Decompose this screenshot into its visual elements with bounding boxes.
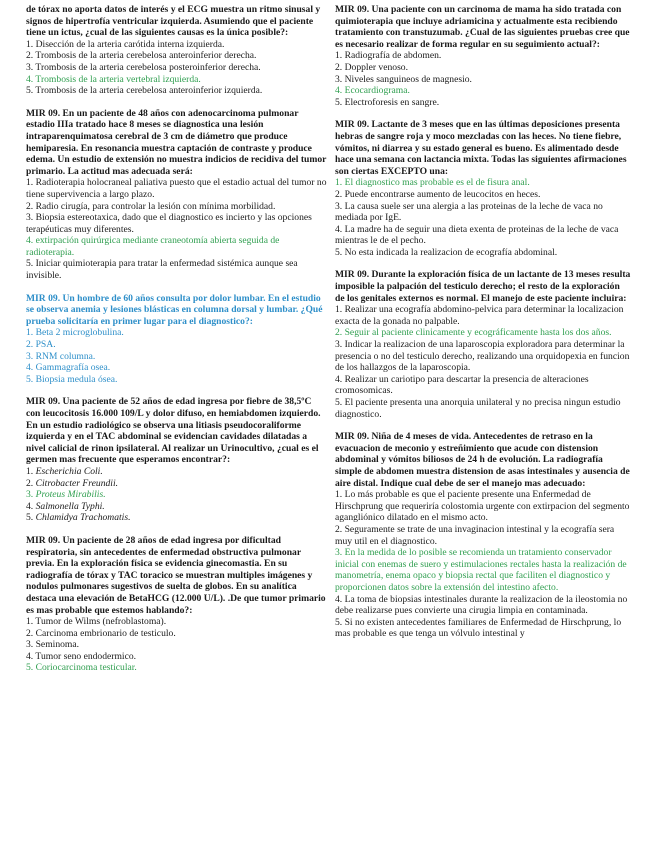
- answer-option: 1. Realizar una ecografía abdomino-pelvica para determinar la localizacion exacta de la gonada no palpable.: [335, 304, 624, 327]
- answer-option: 5. No esta indicada la realizacion de ecografía abdominal.: [335, 246, 558, 258]
- answer-option: 5. El paciente presenta una anorquia unilateral y no precisa ningun estudio diagnostico.: [335, 397, 621, 420]
- question-stem: MIR 09. Durante la exploración física de un lactante de 13 meses resulta imposible la palpación del testiculo derecho; el resto de la exploración de los genitales externos es normal. El manejo de este paciente incluira:: [335, 269, 631, 304]
- answer-option-correct: 5. Coriocarcinoma testicular.: [26, 662, 137, 674]
- answer-option: 1. Tumor de Wilms (nefroblastoma).: [26, 616, 167, 628]
- left-column: [26, 4, 328, 685]
- question-stem: MIR 09. Lactante de 3 meses que en las últimas deposiciones presenta hebras de sangre roja y moco mezcladas con las heces. No tiene fiebre, vómitos, ni diarrea y su estado general es bueno. Es alimentado desde hace una semana con lactancia mixta. Todas las siguientes afirmaciones son ciertas EXCEPTO una:: [335, 119, 627, 177]
- answer-option: 3. RNM columna.: [26, 350, 96, 362]
- question-block: [335, 269, 631, 420]
- option-text: Escherichia Coli.: [35, 465, 103, 477]
- answer-option-correct: [26, 489, 328, 501]
- question-stem: MIR 09. Una paciente de 52 años de edad ingresa por fiebre de 38,5ºC con leucocitosis 16.000 109/L y dolor difuso, en hemiabdomen izquierdo. En un estudio radiológico se observa una litiasis pseudocoraliforme izquierda y en el TAC abdominal se evidencian cavidades dilatadas a nivel calicial de rinon ipsilateral. Al realizar un Urinocultivo, ¿cual es el germen mas frecuente que esperamos encontrar?:: [26, 396, 321, 466]
- answer-option: 2. Radio cirugía, para controlar la lesión con mínima morbilidad.: [26, 200, 276, 212]
- question-block: [26, 293, 328, 386]
- answer-option: 2. Carcinoma embrionario de testiculo.: [26, 627, 176, 639]
- answer-option: 3. Trombosis de la arteria cerebelosa posteroinferior derecha.: [26, 61, 261, 73]
- answer-option: 2. Seguramente se trate de una invaginacion intestinal y la ecografía sera muy util en el diagnostico.: [335, 523, 615, 547]
- answer-option: 1. Beta 2 microglobulina.: [26, 327, 124, 339]
- answer-option: 4. La madre ha de seguir una dieta exenta de proteinas de la leche de vaca mientras le de el pecho.: [335, 223, 619, 247]
- answer-option: 2. PSA.: [26, 339, 56, 351]
- answer-option: 5. Iniciar quimioterapia para tratar la enfermedad sistémica aunque sea invisible.: [26, 258, 298, 282]
- question-stem: de tórax no aporta datos de interés y el ECG muestra un ritmo sinusal y signos de hipertrofía ventricular izquierda. Asumiendo que el paciente tiene un ictus, ¿cual de las siguientes causas es la única posible?:: [26, 4, 321, 39]
- question-block: [26, 535, 328, 674]
- right-column: [335, 4, 631, 651]
- answer-option: 1. Radiografía de abdomen.: [335, 50, 442, 62]
- option-number: 4.: [26, 500, 36, 512]
- answer-option: [26, 501, 328, 513]
- answer-option: 5. Biopsia medula ósea.: [26, 373, 118, 385]
- answer-option: 3. Seminoma.: [26, 639, 80, 651]
- option-number: 2.: [26, 477, 36, 489]
- answer-option-correct: 1. El diagnostico mas probable es el de fisura anal.: [335, 177, 530, 189]
- answer-option-correct: 4. Ecocardiograma.: [335, 85, 410, 97]
- question-stem: MIR 09. En un paciente de 48 años con adenocarcinoma pulmonar estadio IIIa tratado hace 8 meses se diagnostica una lesión intraparenquimatosa cerebral de 3 cm de diámetro que produce hemiparesia. En resonancia muestra captación de contraste y produce edema. Un estudio de extensión no muestra indicios de recidiva del tumor primario. La actitud mas adecuada será:: [26, 107, 327, 177]
- question-stem: MIR 09. Una paciente con un carcinoma de mama ha sido tratada con quimioterapia que incluye adriamicina y actualmente esta recibiendo tratamiento con transtuzumab. ¿Cual de las siguientes pruebas cree que es necesario realizar de forma regular en su seguimiento actual?:: [335, 4, 630, 50]
- question-block: [26, 4, 328, 97]
- question-block: [335, 119, 631, 258]
- option-number: 3.: [26, 489, 36, 501]
- answer-option: 4. Tumor seno endodermico.: [26, 650, 137, 662]
- answer-option: 5. Si no existen antecedentes familiares de Enfermedad de Hirschprung, lo mas probable es que tenga un vólvulo intestinal y: [335, 616, 622, 640]
- answer-option: 1. Lo más probable es que el paciente presente una Enfermedad de Hirschprung que requeriría colostomia urgente con extirpacion del segmento agangliónico dilatado en el mismo acto.: [335, 489, 630, 524]
- answer-option: [26, 466, 328, 478]
- answer-option-correct: 3. En la medida de lo posible se recomienda un tratamiento conservador inicial con enemas de suero y estimulaciones rectales hasta la realización de manometría, enema opaco y biopsia rectal que faciliten el diagnostico y proporcionen datos sobre la extensión del intestino afecto.: [335, 547, 627, 593]
- answer-option: 4. Gammagrafía osea.: [26, 362, 111, 374]
- question-stem: MIR 09. Un hombre de 60 años consulta por dolor lumbar. En el estudio se observa anemia y lesiones blásticas en columna dorsal y lumbar. ¿Qué prueba solicitaría en primer lugar para el diagnostico?:: [26, 292, 323, 327]
- question-block: [335, 431, 631, 640]
- option-number: 1.: [26, 465, 36, 477]
- answer-option-correct: 2. Seguir al paciente clinicamente y ecográficamente hasta los dos años.: [335, 327, 612, 339]
- answer-option: 4. La toma de biopsias intestinales durante la realizacion de la ileostomia no debe realizarse pues convierte una cirugia limpia en contaminada.: [335, 593, 628, 617]
- answer-option: 5. Electroforesis en sangre.: [335, 96, 440, 108]
- answer-option: [26, 512, 328, 524]
- option-text: Salmonella Typhi.: [35, 500, 105, 512]
- answer-option: 1. Disección de la arteria carótida interna izquierda.: [26, 38, 225, 50]
- question-block: [335, 4, 631, 108]
- question-stem: MIR 09. Un paciente de 28 años de edad ingresa por dificultad respiratoria, sin antecedentes de enfermedad obstructiva pulmonar previa. En la exploración física se evidencia ginecomastia. En su radiografía de tórax y TAC toracico se muestran multiples imágenes y nodulos pulmonares sugestivos de suelta de globos. En su analítica destaca una elevación de BetaHCG (12.000 U/L). .De que tumor primario es mas probable que estemos hablando?:: [26, 534, 326, 616]
- option-number: 5.: [26, 512, 36, 524]
- question-block: [26, 108, 328, 282]
- answer-option: 4. Realizar un cariotipo para descartar la presencia de alteraciones cromosomicas.: [335, 373, 589, 397]
- answer-option: 3. Indicar la realizacion de una laparoscopia exploradora para determinar la presencia o no del testiculo derecho, realizando una orquidopexia en funcion de los hallazgos de la laparoscopia.: [335, 339, 630, 374]
- answer-option: 3. Biopsia estereotaxica, dado que el diagnostico es incierto y las opciones terapéuticas muy diferentes.: [26, 212, 312, 235]
- answer-option: 3. Niveles sanguineos de magnesio.: [335, 73, 472, 85]
- answer-option: 2. Puede encontrarse aumento de leucocitos en heces.: [335, 188, 541, 200]
- option-text: Citrobacter Freundii.: [35, 477, 119, 489]
- answer-option-correct: 4. extirpación quirúrgica mediante craneotomía abierta seguida de radioterapia.: [26, 235, 280, 258]
- option-text: Chlamidya Trachomatis.: [35, 512, 131, 524]
- answer-option: 3. La causa suele ser una alergia a las proteinas de la leche de vaca no mediada por IgE.: [335, 200, 603, 224]
- answer-option-correct: 4. Trombosis de la arteria vertebral izquierda.: [26, 73, 201, 85]
- option-text: Proteus Mirabilis.: [35, 489, 106, 501]
- answer-option: 5. Trombosis de la arteria cerebelosa anteroinferior izquierda.: [26, 85, 263, 97]
- question-block: [26, 396, 328, 524]
- answer-option: 2. Trombosis de la arteria cerebelosa anteroinferior derecha.: [26, 50, 257, 62]
- answer-option: 2. Doppler venoso.: [335, 61, 409, 73]
- question-stem: MIR 09. Niña de 4 meses de vida. Antecedentes de retraso en la evacuacion de meconio y estreñimiento que acude con distension abdominal y vómitos biliosos de 24 h de evolución. La radiografía simple de abdomen muestra distension de asas intestinales y ausencia de aire distal. Indique cual debe de ser el manejo mas adecuado:: [335, 431, 630, 489]
- answer-option: [26, 478, 328, 490]
- answer-option: 1. Radioterapia holocraneal paliativa puesto que el estadio actual del tumor no tiene supervivencia a largo plazo.: [26, 177, 327, 200]
